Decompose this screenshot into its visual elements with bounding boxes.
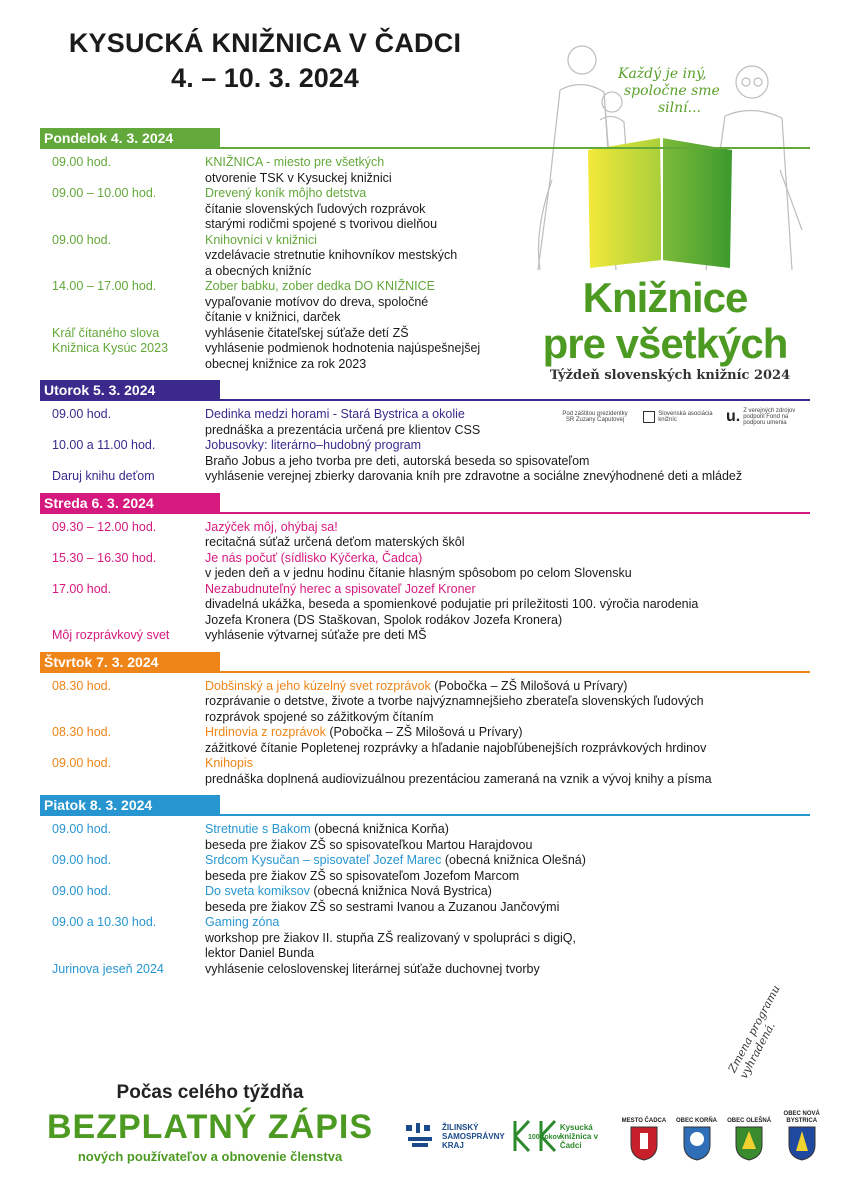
schedule-entry: [40, 725, 810, 756]
fpu-logo-icon: u.: [726, 408, 741, 425]
patron-president: Pod záštitou prezidentky SR Zuzany Čaputovej: [562, 411, 628, 423]
crest-korna: [674, 1111, 719, 1161]
entry-time: 09.00 hod.: [52, 756, 112, 770]
entry-body: [205, 469, 810, 485]
slogan-line: spoločne sme: [624, 83, 720, 99]
entry-title: Hrdinovia z rozprávok: [205, 725, 326, 739]
entry-time: 08.30 hod.: [52, 725, 112, 739]
entry-title: KNIŽNICA - miesto pre všetkých: [205, 155, 385, 169]
olesna-crest-icon: [734, 1125, 764, 1161]
registration-banner: [20, 1082, 400, 1164]
schedule-entry: [40, 853, 810, 884]
weekly-schedule: [40, 128, 810, 985]
entry-time: 09.00 hod.: [52, 822, 112, 836]
entry-description: prednáška a prezentácia určená pre klientov CSS: [205, 422, 481, 437]
entry-description: workshop pre žiakov II. stupňa ZŠ realizovaný v spolupráci s digiQ,: [205, 930, 577, 945]
entry-time: 09.00 hod.: [52, 407, 112, 421]
entry-time: 09.30 – 12.00 hod.: [52, 519, 157, 534]
entry-title-line: [205, 469, 810, 485]
entry-body: [205, 756, 810, 787]
entry-body: [205, 679, 810, 726]
patron-sak: Slovenská asociácia knižníc: [658, 411, 713, 423]
entry-description: Jozefa Kronera (DS Staškovan, Spolok rodákov Jozefa Kronera): [205, 612, 563, 627]
entry-description: rozprávok spojené so zážitkovým čítaním: [205, 709, 434, 724]
entry-title-line: [205, 853, 810, 869]
entry-title: Nezabudnuteľný herec a spisovateľ Jozef Kroner: [205, 581, 476, 596]
entry-title: Gaming zóna: [205, 915, 280, 929]
entry-time: 14.00 – 17.00 hod.: [52, 279, 157, 293]
zsk-emblem-icon: [404, 1121, 438, 1151]
entry-description: rozprávanie o detstve, živote a tvorbe najvýznamnejšieho zberateľa slovenských ľudových: [205, 694, 704, 708]
schedule-entry: [40, 582, 810, 629]
entry-description: v jeden deň a v jednu hodinu čítanie hlasným spôsobom po celom Slovensku: [205, 566, 632, 580]
entry-title: Knihovníci v knižnici: [205, 232, 317, 247]
schedule-entry: [40, 884, 810, 915]
entry-title-line: [205, 326, 810, 342]
day-divider: [40, 814, 810, 816]
entry-title-line: [205, 233, 810, 249]
entry-title-line: [205, 520, 810, 536]
entry-description: Braňo Jobus a jeho tvorba pre deti, autorská beseda so spisovateľom: [205, 453, 590, 468]
entry-description: prednáška doplnená audiovizuálnou prezentáciou zameraná na vznik a vývoj knihy a písma: [205, 771, 712, 786]
entry-time: 09.00 – 10.00 hod.: [52, 186, 157, 200]
entry-title-line: [205, 679, 810, 695]
entry-body: [205, 628, 810, 644]
entry-title: vyhlásenie čitateľskej súťaže detí ZŠ: [205, 325, 409, 340]
entry-body: [205, 407, 810, 438]
entry-body: [205, 520, 810, 551]
entry-title: Jazýček môj, ohýbaj sa!: [205, 519, 338, 534]
entry-title-line: [205, 186, 810, 202]
registration-intro: Počas celého týždňa: [116, 1082, 304, 1103]
entry-title-line: [205, 725, 810, 741]
entry-description: recitačná súťaž určená deťom materských škôl: [205, 535, 465, 549]
schedule-entry: [40, 520, 810, 551]
entry-title-line: [205, 438, 810, 454]
entry-description: beseda pre žiakov ZŠ so sestrami Ivanou a Zuzanou Jančovými: [205, 899, 560, 914]
entry-time: 17.00 hod.: [52, 581, 112, 596]
zsk-logo: [404, 1121, 505, 1151]
event-dates: 4. – 10. 3. 2024: [171, 63, 359, 93]
kk-logo-text: Kysucká knižnica v Čadci: [559, 1122, 599, 1150]
schedule-entry: [40, 756, 810, 787]
entry-title-line: [205, 582, 810, 598]
entry-body: [205, 884, 810, 915]
patron-fpu: Z verejných zdrojov podporil Fond na podporu umenia: [743, 408, 796, 426]
entry-body: [205, 822, 810, 853]
day-header: Piatok 8. 3. 2024: [40, 795, 220, 816]
entry-time: Jurinova jeseň 2024: [52, 961, 164, 976]
crest-cadca: [622, 1111, 667, 1161]
entry-body: [205, 326, 810, 342]
entry-description: divadelná ukážka, beseda a spomienkové podujatie pri príležitosti 100. výročia narodenia: [205, 597, 699, 611]
schedule-entry: [40, 155, 810, 186]
entry-title: Dobšinský a jeho kúzelný svet rozprávok: [205, 678, 431, 693]
campaign-title-line2: pre všetkých: [542, 320, 788, 367]
crest-nova-bystrica-label: OBEC NOVÁ BYSTRICA: [783, 1111, 820, 1124]
entry-title: Jobusovky: literárno–hudobný program: [205, 438, 422, 452]
entry-description: otvorenie TSK v Kysuckej knižnici: [205, 170, 392, 185]
entry-title: Stretnutie s Bakom: [205, 822, 311, 836]
crest-cadca-label: MESTO ČADCA: [621, 1118, 667, 1124]
entry-time: 15.30 – 16.30 hod.: [52, 550, 157, 565]
crest-olesna-label: OBEC OLEŠNÁ: [727, 1118, 772, 1124]
day-header: Utorok 5. 3. 2024: [40, 380, 220, 401]
entry-title-line: [205, 962, 810, 978]
entry-time: 09.00 hod.: [52, 232, 112, 247]
entry-body: [205, 155, 810, 186]
entry-title-line: [205, 279, 810, 295]
entry-title-line: [205, 407, 810, 423]
schedule-entry: [40, 326, 810, 342]
entry-title-line: [205, 628, 810, 644]
day-section-fri: [40, 795, 810, 977]
entry-location: (Pobočka – ZŠ Milošová u Prívary): [430, 678, 628, 693]
schedule-entry: [40, 822, 810, 853]
entry-description: čítanie slovenských ľudových rozprávok: [205, 201, 426, 216]
entry-body: [205, 186, 810, 233]
entry-description: starými rodičmi spojené s tvorivou dielňou: [205, 217, 438, 231]
entry-description: beseda pre žiakov ZŠ so spisovateľkou Martou Harajdovou: [205, 837, 533, 852]
crest-olesna: [727, 1111, 772, 1161]
entry-time: Knižnica Kysúc 2023: [52, 341, 169, 355]
entry-body: [205, 279, 810, 326]
entry-title: vyhlásenie celoslovenskej literárnej súťaže duchovnej tvorby: [205, 961, 540, 976]
registration-headline: BEZPLATNÝ ZÁPIS: [46, 1108, 374, 1146]
entry-description: vypaľovanie motívov do dreva, spoločné: [205, 294, 429, 309]
library-title: KYSUCKÁ KNIŽNICA V ČADCI: [68, 28, 462, 58]
entry-body: [205, 915, 810, 962]
day-section-tue: [40, 380, 810, 485]
entry-title-line: [205, 884, 810, 900]
schedule-entry: [40, 279, 810, 326]
campaign-subtitle: Týždeň slovenských knižníc 2024: [549, 368, 791, 383]
entry-body: [205, 725, 810, 756]
schedule-entry: [40, 628, 810, 644]
slogan-line: silní...: [658, 100, 701, 116]
entry-time: Daruj knihu deťom: [52, 469, 155, 483]
entry-body: [205, 551, 810, 582]
entry-title-line: [205, 756, 810, 772]
entry-description: a obecných knižníc: [205, 263, 312, 278]
entry-body: [205, 341, 810, 372]
entry-time: 09.00 a 10.30 hod.: [52, 915, 157, 929]
day-header: Štvrtok 7. 3. 2024: [40, 652, 220, 673]
entry-body: [205, 853, 810, 884]
entry-title: Drevený koník môjho detstva: [205, 186, 367, 200]
entry-description: lektor Daniel Bunda: [205, 946, 315, 960]
entry-title-line: [205, 155, 810, 171]
entry-description: beseda pre žiakov ZŠ so spisovateľom Jozefom Marcom: [205, 868, 520, 883]
entry-title: Dedinka medzi horami - Stará Bystrica a okolie: [205, 407, 465, 421]
schedule-entry: [40, 679, 810, 726]
campaign-title-line1: Knižnice: [582, 274, 748, 321]
slogan-line: Každý je iný,: [618, 66, 707, 82]
entry-description: zážitkové čítanie Popletenej rozprávky a hľadanie najobľúbenejších rozprávkových hrdinov: [205, 740, 707, 755]
kk-emblem-icon: [513, 1119, 561, 1153]
schedule-entry: [40, 438, 810, 469]
entry-body: [205, 962, 810, 978]
entry-time: Môj rozprávkový svet: [52, 628, 170, 642]
entry-title: vyhlásenie verejnej zbierky darovania kníh pre zdravotne a sociálne znevýhodnené deti a mládež: [205, 469, 743, 483]
entry-location: (obecná knižnica Korňa): [310, 822, 449, 836]
day-section-wed: [40, 493, 810, 644]
day-divider: [40, 512, 810, 514]
entry-title: vyhlásenie podmienok hodnotenia najúspešnejšej: [205, 341, 481, 355]
day-section-mon: [40, 128, 810, 372]
entry-description: vzdelávacie stretnutie knihovníkov mestských: [205, 248, 458, 262]
entry-title: Do sveta komiksov: [205, 884, 310, 898]
entry-time: 09.00 hod.: [52, 853, 112, 867]
entry-time: 10.00 a 11.00 hod.: [52, 438, 156, 452]
crest-nova-bystrica: [779, 1111, 824, 1161]
entry-title: vyhlásenie výtvarnej súťaže pre deti MŠ: [205, 628, 427, 642]
entry-title-line: [205, 341, 810, 357]
schedule-entry: [40, 469, 810, 485]
entry-time: 09.00 hod.: [52, 155, 112, 169]
schedule-entry: [40, 915, 810, 962]
entry-title-line: [205, 915, 810, 931]
schedule-entry: [40, 233, 810, 280]
zsk-logo-text: ŽILINSKÝ SAMOSPRÁVNY KRAJ: [442, 1122, 505, 1150]
partner-logos: [404, 1108, 824, 1164]
entry-body: [205, 438, 810, 469]
entry-title: Zober babku, zober dedka DO KNIŽNICE: [205, 279, 435, 293]
day-header: Pondelok 4. 3. 2024: [40, 128, 220, 149]
nova-bystrica-crest-icon: [787, 1125, 817, 1161]
entry-title: Knihopis: [205, 756, 253, 770]
kk-years-label: 100 rokov: [527, 1134, 561, 1141]
entry-description: čítanie v knižnici, darček: [205, 310, 341, 324]
schedule-entry: [40, 341, 810, 372]
day-section-thu: [40, 652, 810, 788]
entry-description: obecnej knižnice za rok 2023: [205, 356, 367, 371]
entry-title: Je nás počuť (sídlisko Kýčerka, Čadca): [205, 550, 423, 565]
schedule-entry: [40, 551, 810, 582]
schedule-entry: [40, 186, 810, 233]
entry-title-line: [205, 822, 810, 838]
entry-location: (Pobočka – ZŠ Milošová u Prívary): [325, 725, 523, 739]
day-header: Streda 6. 3. 2024: [40, 493, 220, 514]
entry-location: (obecná knižnica Olešná): [441, 853, 586, 867]
entry-title: Srdcom Kysučan – spisovateľ Jozef Marec: [205, 853, 442, 867]
campaign-slogan: [618, 66, 778, 117]
kk-logo: [513, 1119, 614, 1153]
day-divider: [40, 399, 810, 401]
registration-detail: nových používateľov a obnovenie členstva: [77, 1149, 343, 1164]
entry-time: Kráľ čítaného slova: [52, 325, 160, 340]
program-change-note: Zmena programu vyhradená.: [725, 983, 783, 1081]
page-header: [40, 28, 490, 94]
korna-crest-icon: [682, 1125, 712, 1161]
entry-body: [205, 582, 810, 629]
entry-location: (obecná knižnica Nová Bystrica): [309, 884, 492, 898]
entry-title-line: [205, 551, 810, 567]
cadca-crest-icon: [629, 1125, 659, 1161]
schedule-entry: [40, 962, 810, 978]
crest-korna-label: OBEC KORŇA: [676, 1118, 718, 1124]
schedule-entry: [40, 407, 810, 438]
entry-time: 08.30 hod.: [52, 678, 112, 693]
entry-body: [205, 233, 810, 280]
entry-time: 09.00 hod.: [52, 884, 112, 898]
